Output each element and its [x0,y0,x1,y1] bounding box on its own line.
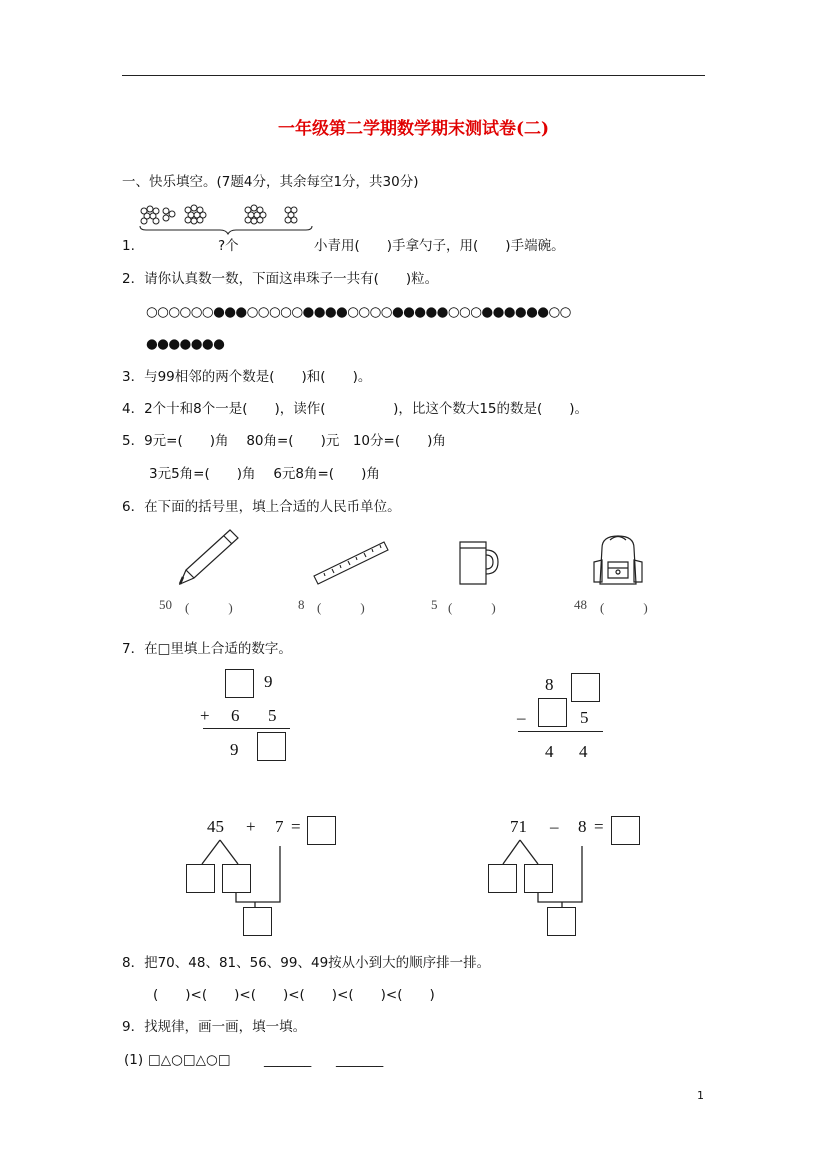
tree1-eq: = [291,817,301,836]
q5-line1: 5．9元=( )角 80角=( )元 10分=( )角 [122,433,446,449]
bead-cluster-drawing [136,202,316,236]
q6-item-2-value: 8 [298,597,305,612]
sub-result-line [518,731,603,732]
sub-mid-b: 5 [580,708,589,727]
sub-top-digit: 8 [545,675,554,694]
q6-item-1-blank: ( ) [185,600,233,615]
q6-item-3-value: 5 [431,597,438,612]
tree2-split-box-2[interactable] [524,864,553,893]
header-rule [122,75,705,76]
tree2-split-box-1[interactable] [488,864,517,893]
q6-item-3-blank: ( ) [448,600,496,615]
backpack-icon [588,532,648,588]
q6-item-4-blank: ( ) [600,600,648,615]
q6-item-2-blank: ( ) [317,600,365,615]
q6-text: 6．在下面的括号里，填上合适的人民币单位。 [122,499,401,515]
q5-line2: 3元5角=( )角 6元8角=( )角 [149,466,380,482]
q9-p1-label: (1) [124,1052,144,1068]
q8-text: 8．把70、48、81、56、99、49按从小到大的顺序排一排。 [122,955,491,971]
add-top-digit: 9 [264,672,273,691]
ruler-icon [310,538,390,588]
q6-item-1-value: 50 [159,597,172,612]
tree1-a: 45 [207,817,224,836]
add-result-line [203,728,290,729]
sub-operator: – [517,708,526,727]
tree1-b: 7 [275,817,284,836]
tree1-step-box[interactable] [243,907,272,936]
q9-p1-blank-2[interactable]: _______ [336,1052,384,1068]
q2-beads-line2: ●●●●●●● [146,336,225,352]
sub-blank-top[interactable] [571,673,600,702]
tree2-step-box[interactable] [547,907,576,936]
section-1-heading: 一、快乐填空。(7题4分，其余每空1分，共30分) [122,174,419,190]
tree1-split-box-1[interactable] [186,864,215,893]
tree2-eq: = [594,817,604,836]
q9-text: 9．找规律，画一画，填一填。 [122,1019,307,1035]
add-result-digit: 9 [230,740,239,759]
tree2-a: 71 [510,817,527,836]
add-operator: + [200,706,210,725]
add-mid-b: 5 [268,706,277,725]
add-mid-a: 6 [231,706,240,725]
q6-item-4-value: 48 [574,597,587,612]
page-number: 1 [697,1089,704,1102]
page-title: 一年级第二学期数学期末测试卷(二) [277,119,550,139]
mug-icon [452,536,502,588]
tree2-b: 8 [578,817,587,836]
pencil-icon [174,528,244,588]
add-blank-top[interactable] [225,669,254,698]
tree1-op: + [246,817,256,836]
q2-beads-line1: ○○○○○○●●●○○○○○●●●●○○○○●●●●●○○○●●●●●●○○ [146,304,571,320]
q8-blanks: ( )<( )<( )<( )<( )<( ) [153,987,435,1003]
q1-count-label: ?个 [218,238,239,254]
tree2-answer-box[interactable] [611,816,640,845]
q1-number: 1. [122,238,135,254]
q1-text: 小青用( )手拿勺子，用( )手端碗。 [314,238,565,254]
q9-p1-blank-1[interactable]: _______ [264,1052,312,1068]
tree1-split-box-2[interactable] [222,864,251,893]
q9-p1-shapes: □△○□△○□ [148,1052,231,1068]
sub-blank-mid[interactable] [538,698,567,727]
q7-text: 7．在□里填上合适的数字。 [122,641,292,657]
sub-res-a: 4 [545,742,554,761]
q2-text: 2．请你认真数一数，下面这串珠子一共有( )粒。 [122,271,439,287]
sub-res-b: 4 [579,742,588,761]
q3-text: 3．与99相邻的两个数是( )和( )。 [122,369,372,385]
add-blank-result[interactable] [257,732,286,761]
tree1-answer-box[interactable] [307,816,336,845]
q4-text: 4．2个十和8个一是( )，读作( )，比这个数大15的数是( )。 [122,401,589,417]
tree2-op: – [550,817,559,836]
